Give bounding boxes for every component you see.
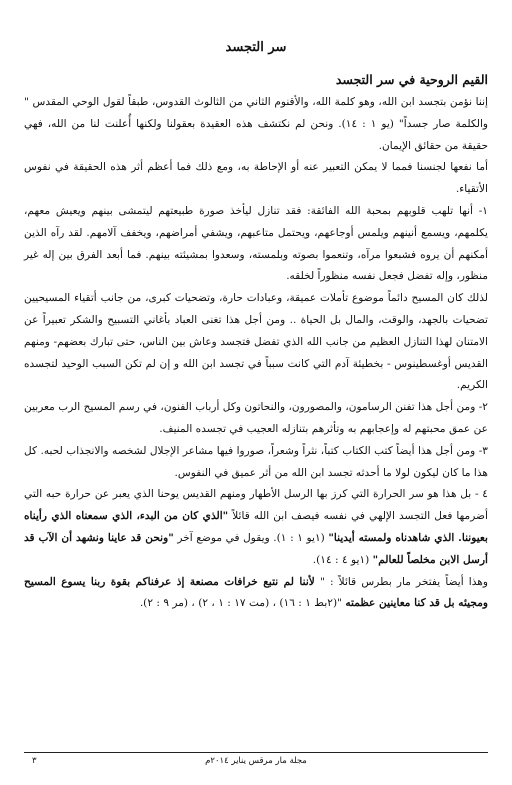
paragraph-peter (24, 572, 488, 616)
scripture-reference: (١يو ١ : ١). ويقول في موضع آخر (173, 531, 329, 544)
paragraph-peter-text: وهذا أيضاً يفتخر مار بطرس قائلاً : " (314, 575, 488, 588)
paragraph-point-3: ٣- ومن أجل هذا أيضاً كتب الكتاب كتباً، نثراً وشعراً، صوروا فيها مشاعر الإجلال لشخصه والانجذاب لحبه. كل هذا ما كان ليكون لولا ما أحدثه تجسد ابن الله من أثر عميق في النفوس. (24, 444, 488, 479)
paragraph-intro: إننا نؤمن بتجسد ابن الله، وهو كلمة الله، والأقنوم الثاني من الثالوث القدوس، طبقاً لقول الوحي المقدس " والكلمة صار جسداً" (يو ١ : ١٤). ونحن لم نكتشف هذه العقيدة بعقولنا ولكنها أُعلنت لنا من الله، فهي حقيقة من حقائق الإيمان. (24, 96, 488, 152)
page-footer (24, 752, 488, 769)
page-number: ٣ (32, 756, 37, 766)
scripture-quote: "الذي كان من البدء، الذي سمعناه الذي رأيناه بعيوننا. الذي شاهدناه ولمسته أيدينا" (24, 510, 488, 544)
footer-magazine-title: مجلة مار مرقس يناير ٢٠١٤م (205, 756, 307, 766)
paragraph-therefore: لذلك كان المسيح دائماً موضوع تأملات عميقة، وعبادات حارة، وتضحيات كبرى، من جانب أتقياء المسيحيين تضحيات بالجهد، والوقت، والمال بل الحياة .. ومن أجل هذا تغنى العباد بأغاني التسبيح والشكر تعبيراً عن الامتنان لهذا التنازل العظيم من جانب الله الذي تفضل فتجسد وعاش بين الناس، حتى تبارك بعضهم- ومنهم القديس أوغسطينوس - بخطيئة آدم التي كانت سبباً في تجسد ابن الله و إن لم تكن السبب الوحيد لتجسده الكريم. (24, 292, 488, 392)
paragraph-point-1: ١- أنها تلهب قلوبهم بمحبة الله الفائقة: فقد تنازل ليأخذ صورة طبيعتهم ليتمشى بينهم ويعيش معهم، يكلمهم، ويسمع أنينهم ويلمس أوجاعهم، ويحتمل متاعبهم، ويشفي أمراضهم، ويخفف آلامهم. لقد رآه الذين أمكنهم أن يروه فشبعوا مرآه، وتنعموا بصوته وبلمسته، وسعدوا بمشيئته بينهم. فما أبعد الفرق بين إله غير منظور، وإله تفضل فجعل نفسه منظوراً لخلقه. (24, 204, 488, 283)
page-title: سر التجسد (225, 40, 287, 55)
section-heading: القيم الروحية في سر التجسد (335, 72, 488, 87)
paragraph-point-4 (24, 484, 488, 571)
article-body (24, 68, 488, 615)
scripture-reference: (١يو ٤ : ١٤). (312, 553, 373, 566)
paragraph-benefit: أما نفعها لجنسنا فمما لا يمكن التعبير عنه أو الإحاطة به، ومع ذلك فما أعظم أثر هذه الحقيقة في نفوس الأتقياء. (24, 161, 488, 196)
scripture-quote: لأننا لم نتبع خرافات مصنعة إذ عرفناكم بقوة ربنا يسوع المسيح ومجيئه بل قد كنا معاينين عظمته (24, 575, 488, 610)
scripture-reference: "(٢بط ١ : ١٦) ، (مت ١٧ : ١ ، ٢) ، (مر ٩ : ٢). (139, 597, 346, 610)
scripture-quote: "ونحن قد عاينا ونشهد أن الآب قد أرسل الابن مخلصاً للعالم" (24, 531, 488, 566)
paragraph-point-2: ٢- ومن أجل هذا تفنن الرسامون، والمصورون، والنحاتون وكل أرباب الفنون، في رسم المسيح الرب معربين عن عمق محبتهم له وإعجابهم به وتأثرهم بتنازله العجيب في تجسده المنيف. (24, 401, 488, 435)
paragraph-point-4-text: ٤ - بل هذا هو سر الحرارة التي كرز بها الرسل الأطهار ومنهم القديس يوحنا الذي يعبر عن حرارة حبه التي أضرمها فعل التجسد الإلهي في نفسه فيصف ابن الله قائلاً (24, 488, 488, 523)
